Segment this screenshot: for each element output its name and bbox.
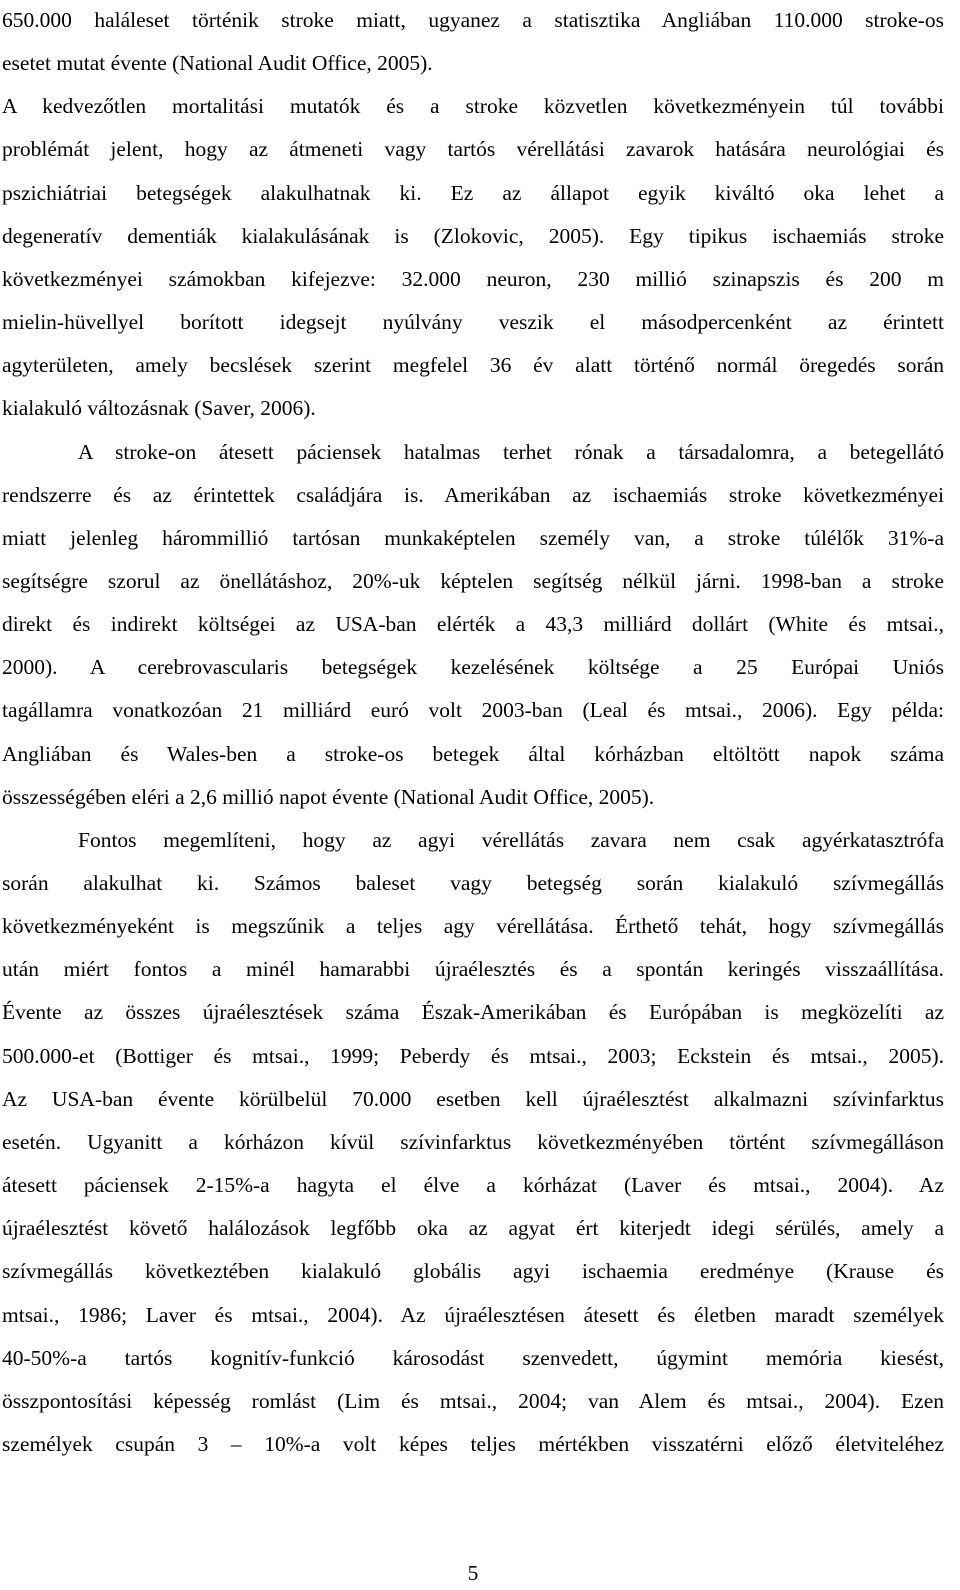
text-line: esetet mutat évente (National Audit Office, 2005). (2, 51, 433, 76)
text-line: Fontos megemlíteni, hogy az agyi vérellátás zavara nem csak agyérkatasztrófa (78, 827, 944, 852)
text-line: degeneratív dementiák kialakulásának is (Zlokovic, 2005). Egy tipikus ischaemiás stroke (2, 223, 944, 248)
text-line: következményei számokban kifejezve: 32.000 neuron, 230 millió szinapszis és 200 m (2, 266, 944, 291)
text-line: miatt jelenleg hárommillió tartósan munkaképtelen személy van, a stroke túlélők 31%-a (2, 525, 944, 550)
text-line: 2000). A cerebrovascularis betegségek kezelésének költsége a 25 Európai Uniós (2, 655, 944, 680)
text-line: összességében eléri a 2,6 millió napot évente (National Audit Office, 2005). (2, 784, 655, 809)
text-line: átesett páciensek 2-15%-a hagyta el élve a kórházat (Laver és mtsai., 2004). Az (2, 1173, 944, 1197)
text-line: 650.000 haláleset történik stroke miatt, ugyanez a statisztika Angliában 110.000 stroke-os (2, 8, 944, 32)
text-line: után miért fontos a minél hamarabbi újraélesztés és a spontán keringés visszaállítása. (2, 957, 944, 982)
text-line: során alakulhat ki. Számos baleset vagy betegség során kialakuló szívmegállás (2, 871, 944, 895)
text-line: tagállamra vonatkozóan 21 milliárd euró volt 2003-ban (Leal és mtsai., 2006). Egy példa: (2, 698, 944, 723)
text-line: mtsai., 1986; Laver és mtsai., 2004). Az újraélesztésen átesett és életben maradt személyek (2, 1302, 944, 1327)
text-line: segítségre szorul az önellátáshoz, 20%-uk képtelen segítség nélkül járni. 1998-ban a stroke (2, 568, 944, 593)
text-line: Évente az összes újraélesztések száma Észak-Amerikában és Európában is megközelíti az (2, 1000, 944, 1025)
text-line: kialakuló változásnak (Saver, 2006). (2, 396, 316, 421)
text-line: 500.000-et (Bottiger és mtsai., 1999; Peberdy és mtsai., 2003; Eckstein és mtsai., 2005). (2, 1043, 944, 1068)
text-line: személyek csupán 3 – 10%-a volt képes teljes mértékben visszatérni előző életviteléhez (2, 1432, 944, 1456)
text-line: Az USA-ban évente körülbelül 70.000 esetben kell újraélesztést alkalmazni szívinfarktus (2, 1086, 944, 1111)
text-line: Angliában és Wales-ben a stroke-os betegek által kórházban eltöltött napok száma (2, 741, 944, 766)
text-line: rendszerre és az érintettek családjára is. Amerikában az ischaemiás stroke következményei (2, 482, 944, 507)
text-line: mielin-hüvellyel borított idegsejt nyúlvány veszik el másodpercenként az érintett (2, 310, 944, 335)
text-line: pszichiátriai betegségek alakulhatnak ki. Ez az állapot egyik kiváltó oka lehet a (2, 180, 944, 205)
text-line: esetén. Ugyanitt a kórházon kívül szívinfarktus következményében történt szívmegálláson (2, 1129, 944, 1154)
text-line: A kedvezőtlen mortalitási mutatók és a stroke közvetlen következményein túl további (2, 94, 944, 119)
text-line: problémát jelent, hogy az átmeneti vagy tartós vérellátási zavarok hatására neurológiai és (2, 137, 944, 162)
text-line: 40-50%-a tartós kognitív-funkció károsodást szenvedett, úgymint memória kiesést, (2, 1345, 944, 1370)
text-line: újraélesztést követő halálozások legfőbb oka az agyat ért kiterjedt idegi sérülés, amely a (2, 1216, 944, 1241)
text-line: összpontosítási képesség romlást (Lim és mtsai., 2004; van Alem és mtsai., 2004). Ezen (2, 1388, 944, 1413)
text-line: A stroke-on átesett páciensek hatalmas terhet rónak a társadalomra, a betegellátó (78, 439, 944, 464)
text-line: következményeként is megszűnik a teljes agy vérellátása. Érthető tehát, hogy szívmegállás (2, 914, 944, 939)
text-line: szívmegállás következtében kialakuló globális agyi ischaemia eredménye (Krause és (2, 1259, 944, 1284)
text-line: agyterületen, amely becslések szerint megfelel 36 év alatt történő normál öregedés során (2, 353, 944, 378)
text-line: direkt és indirekt költségei az USA-ban elérték a 43,3 milliárd dollárt (White és mtsai., (2, 612, 944, 637)
page-number: 5 (467, 1561, 479, 1585)
